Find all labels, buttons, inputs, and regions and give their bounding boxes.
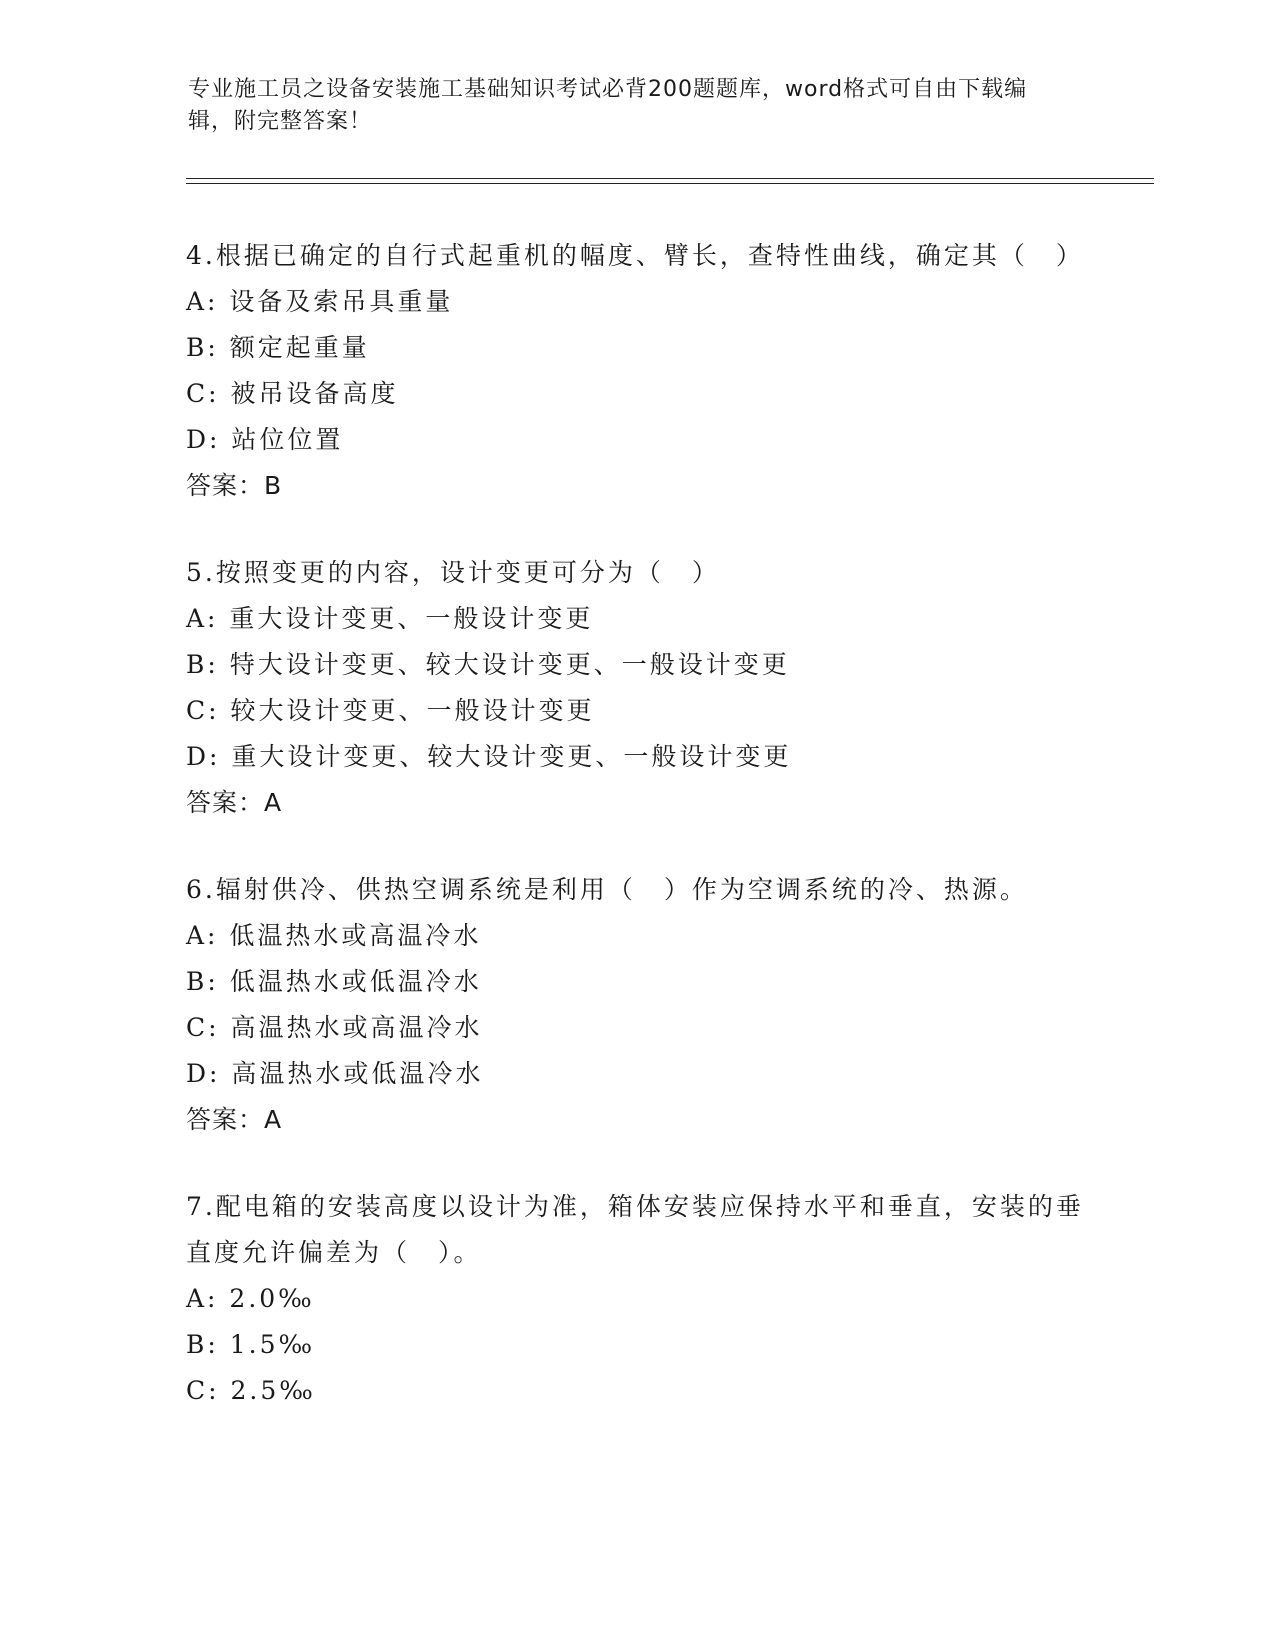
option-b: B: 低温热水或低温冷水	[186, 967, 482, 996]
option-d: D: 站位位置	[186, 425, 344, 454]
option-a: A: 设备及索吊具重量	[186, 287, 454, 316]
answer-label: 答案：B	[186, 471, 283, 500]
question-text: 4.根据已确定的自行式起重机的幅度、臂长，查特性曲线，确定其（ ）	[186, 241, 1084, 270]
option-a: A: 2.0‰	[186, 1284, 315, 1313]
answer-label: 答案：A	[186, 1105, 283, 1134]
question-text: 6.辐射供冷、供热空调系统是利用（ ）作为空调系统的冷、热源。	[186, 875, 1028, 904]
option-c: C: 高温热水或高温冷水	[186, 1013, 483, 1042]
answer-label: 答案：A	[186, 788, 283, 817]
header-divider-top	[186, 178, 1154, 179]
document-header	[188, 74, 1068, 138]
option-b: B: 额定起重量	[186, 333, 370, 362]
option-c: C: 较大设计变更、一般设计变更	[186, 696, 595, 725]
question-5	[186, 550, 1086, 826]
question-7	[186, 1184, 1086, 1414]
option-c: C: 被吊设备高度	[186, 379, 399, 408]
option-c: C: 2.5‰	[186, 1376, 316, 1405]
header-title: 专业施工员之设备安装施工基础知识考试必背200题题库，word格式可自由下载编辑，附完整答案！	[188, 77, 1028, 134]
option-b: B: 1.5‰	[186, 1330, 316, 1359]
option-a: A: 低温热水或高温冷水	[186, 921, 482, 950]
question-text: 7.配电箱的安装高度以设计为准，箱体安装应保持水平和垂直，安装的垂直度允许偏差为（ ）。	[186, 1192, 1084, 1267]
question-text: 5.按照变更的内容，设计变更可分为（ ）	[186, 558, 720, 587]
option-d: D: 重大设计变更、较大设计变更、一般设计变更	[186, 742, 792, 771]
question-4	[186, 233, 1086, 509]
option-a: A: 重大设计变更、一般设计变更	[186, 604, 594, 633]
option-d: D: 高温热水或低温冷水	[186, 1059, 484, 1088]
header-divider-bottom	[186, 183, 1154, 184]
option-b: B: 特大设计变更、较大设计变更、一般设计变更	[186, 650, 790, 679]
question-6	[186, 867, 1086, 1143]
question-list	[186, 233, 1086, 1455]
